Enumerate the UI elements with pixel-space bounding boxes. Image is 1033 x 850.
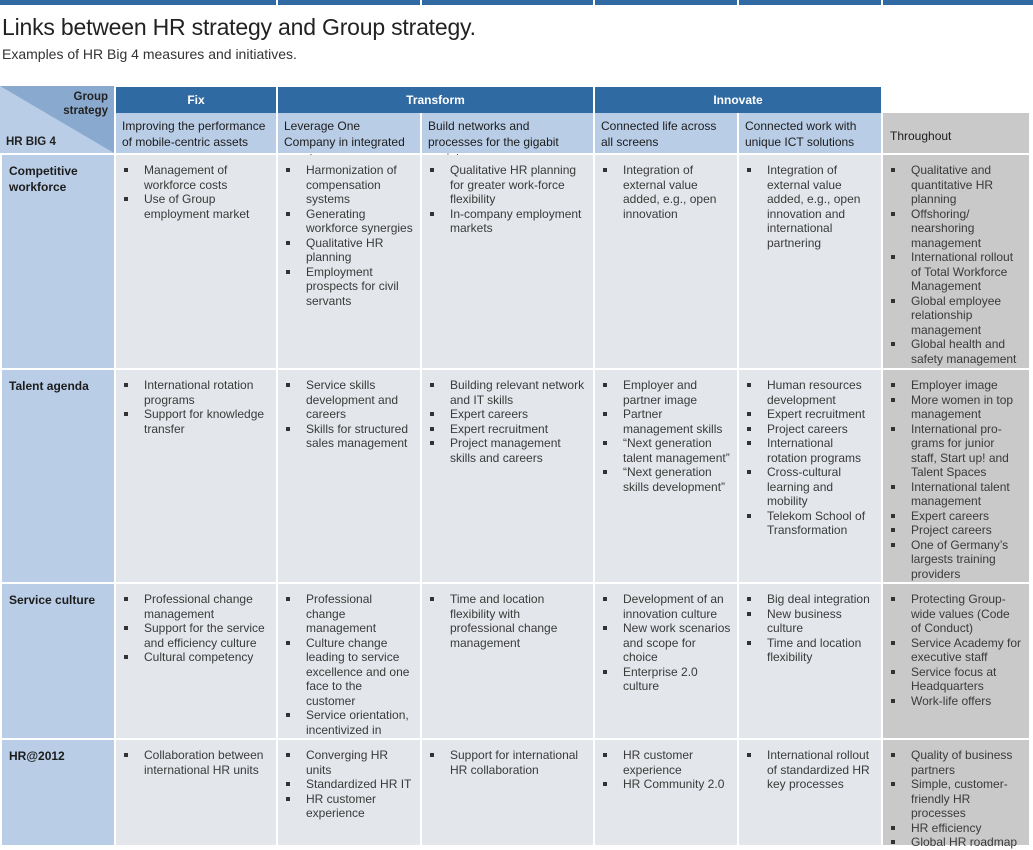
list-item: Building relevant network and IT skills [428, 378, 587, 407]
list-item: “Next generation skills development” [601, 465, 731, 494]
list-item: International rollout of standardized HR key processes [745, 748, 875, 792]
table-cell-r2-c2 [278, 370, 420, 582]
page-title: Links between HR strategy and Group strategy. [2, 14, 476, 40]
bullet-list [122, 163, 270, 221]
list-item: Time and location flexibility with professional change management [428, 592, 587, 650]
table-cell-r1-c2 [278, 155, 420, 368]
bullet-list [745, 378, 875, 538]
list-item: Service skills development and careers [284, 378, 414, 422]
table-cell-r4-c2 [278, 740, 420, 845]
list-item: More women in top management [889, 393, 1023, 422]
list-item: Qualitative and quantitative HR planning [889, 163, 1023, 207]
bullet-list [284, 592, 414, 752]
list-item: Qualitative HR planning for greater work-force flexibility [428, 163, 587, 207]
bullet-list [889, 378, 1023, 581]
table-cell-r2-c5 [739, 370, 881, 582]
table-cell-r4-c6 [883, 740, 1029, 849]
list-item: Global employee relationship management [889, 294, 1023, 338]
column-header-throughout: Throughout [883, 113, 1029, 153]
list-item: Generating workforce synergies [284, 207, 414, 236]
table-cell-r1-c6 [883, 155, 1029, 368]
list-item: Expert careers [889, 509, 1023, 524]
list-item: Global health and safety management [889, 337, 1023, 366]
list-item: International rotation programs [745, 436, 875, 465]
list-item: HR customer experience [284, 792, 414, 821]
bullet-list [601, 163, 731, 221]
bullet-list [428, 378, 587, 465]
list-item: Big deal integration [745, 592, 875, 607]
list-item: One of Germany’s largests training providers [889, 538, 1023, 582]
list-item: Culture change leading to service excellence and one face to the customer [284, 636, 414, 709]
table-cell-r3-c3 [422, 584, 593, 738]
bullet-list [428, 592, 587, 650]
bullet-list [428, 163, 587, 236]
bullet-list [284, 163, 414, 308]
group-header-fix: Fix [116, 87, 276, 113]
column-header-1: Improving the performance of mobile-centric assets [116, 113, 276, 153]
list-item: Telekom School of Transformation [745, 509, 875, 538]
row-header-2: Talent agenda [2, 370, 114, 582]
corner-hr-big4-label: HR BIG 4 [6, 136, 56, 148]
list-item: HR efficiency [889, 821, 1023, 836]
list-item: Use of Group employment market [122, 192, 270, 221]
table-cell-r2-c6 [883, 370, 1029, 582]
group-header-transform: Transform [278, 87, 593, 113]
table-cell-r3-c5 [739, 584, 881, 738]
list-item: Standardized HR IT [284, 777, 414, 792]
list-item: Converging HR units [284, 748, 414, 777]
list-item: Employment prospects for civil servants [284, 265, 414, 309]
list-item: Global HR roadmap [889, 835, 1023, 850]
row-header-3: Service culture [2, 584, 114, 738]
list-item: Enterprise 2.0 culture [601, 665, 731, 694]
list-item: Expert careers [428, 407, 587, 422]
list-item: Work-life offers [889, 694, 1023, 709]
bullet-list [428, 748, 587, 777]
list-item: In-company employment markets [428, 207, 587, 236]
list-item: “Next generation talent management” [601, 436, 731, 465]
bullet-list [122, 592, 270, 665]
bullet-list [601, 592, 731, 694]
list-item: HR customer experience [601, 748, 731, 777]
list-item: Support for knowledge transfer [122, 407, 270, 436]
list-item: Integration of external value added, e.g., open innovation and international partnering [745, 163, 875, 250]
list-item: Simple, customer-friendly HR processes [889, 777, 1023, 821]
column-header-5: Connected work with unique ICT solutions [739, 113, 881, 153]
list-item: HR Community 2.0 [601, 777, 731, 792]
list-item: Collaboration between international HR units [122, 748, 270, 777]
list-item: Integration of external value added, e.g., open innovation [601, 163, 731, 221]
bullet-list [745, 163, 875, 250]
list-item: Expert recruitment [745, 407, 875, 422]
table-cell-r1-c3 [422, 155, 593, 368]
list-item: Offshoring/ nearshoring management [889, 207, 1023, 251]
list-item: Employer image [889, 378, 1023, 393]
list-item: Employer and partner image [601, 378, 731, 407]
list-item: International rotation programs [122, 378, 270, 407]
table-cell-r1-c5 [739, 155, 881, 368]
column-header-2: Leverage One Company in integrated [278, 113, 420, 153]
list-item: Partner management skills [601, 407, 731, 436]
bullet-list [889, 748, 1023, 850]
list-item: Human resources development [745, 378, 875, 407]
list-item: Professional change management [284, 592, 414, 636]
list-item: Expert recruitment [428, 422, 587, 437]
table-cell-r2-c4 [595, 370, 737, 582]
list-item: Service Academy for executive staff [889, 636, 1023, 665]
list-item: Project careers [745, 422, 875, 437]
table-cell-r4-c4 [595, 740, 737, 845]
row-header-1: Competitive workforce [2, 155, 114, 368]
bullet-list [122, 378, 270, 436]
column-header-4: Connected life across all screens [595, 113, 737, 153]
table-cell-r3-c4 [595, 584, 737, 738]
table-cell-r4-c3 [422, 740, 593, 845]
bullet-list [889, 163, 1023, 366]
list-item: Management of workforce costs [122, 163, 270, 192]
column-header-3: Build networks and processes for the gigabit [422, 113, 593, 153]
page-subtitle: Examples of HR Big 4 measures and initiatives. [2, 46, 297, 62]
list-item: New work scenarios and scope for choice [601, 621, 731, 665]
list-item: International rollout of Total Workforce Management [889, 250, 1023, 294]
list-item: International pro-grams for junior staff, Start up! and Talent Spaces [889, 422, 1023, 480]
list-item: New business culture [745, 607, 875, 636]
group-header-innovate: Innovate [595, 87, 881, 113]
list-item: Protecting Group-wide values (Code of Conduct) [889, 592, 1023, 636]
bullet-list [284, 748, 414, 821]
bullet-list [601, 748, 731, 792]
table-cell-r4-c1 [116, 740, 276, 845]
bullet-list [745, 748, 875, 792]
table-cell-r2-c3 [422, 370, 593, 582]
table-cell-r4-c5 [739, 740, 881, 845]
row-header-4: HR@2012 [2, 740, 114, 845]
bullet-list [122, 748, 270, 777]
list-item: Cross-cultural learning and mobility [745, 465, 875, 509]
table-cell-r3-c6 [883, 584, 1029, 738]
bullet-list [284, 378, 414, 451]
bullet-list [889, 592, 1023, 708]
list-item: Qualitative HR planning [284, 236, 414, 265]
list-item: Development of an innovation culture [601, 592, 731, 621]
table-cell-r1-c1 [116, 155, 276, 368]
list-item: Project careers [889, 523, 1023, 538]
top-accent-bar [0, 0, 1033, 5]
list-item: Harmonization of compensation systems [284, 163, 414, 207]
list-item: International talent management [889, 480, 1023, 509]
list-item: Service focus at Headquarters [889, 665, 1023, 694]
table-cell-r1-c4 [595, 155, 737, 368]
table-cell-r3-c2 [278, 584, 420, 738]
list-item: Cultural competency [122, 650, 270, 665]
table-corner-cell [0, 86, 114, 153]
bullet-list [745, 592, 875, 665]
list-item: Professional change management [122, 592, 270, 621]
list-item: Support for the service and efficiency culture [122, 621, 270, 650]
table-cell-r3-c1 [116, 584, 276, 738]
list-item: Skills for structured sales management [284, 422, 414, 451]
list-item: Service orientation, incentivized in [284, 708, 414, 752]
bullet-list [601, 378, 731, 494]
list-item: Time and location flexibility [745, 636, 875, 665]
list-item: Support for international HR collaboration [428, 748, 587, 777]
corner-group-strategy-label: Group strategy [63, 91, 108, 117]
table-cell-r2-c1 [116, 370, 276, 582]
list-item: Project management skills and careers [428, 436, 587, 465]
list-item: Quality of business partners [889, 748, 1023, 777]
